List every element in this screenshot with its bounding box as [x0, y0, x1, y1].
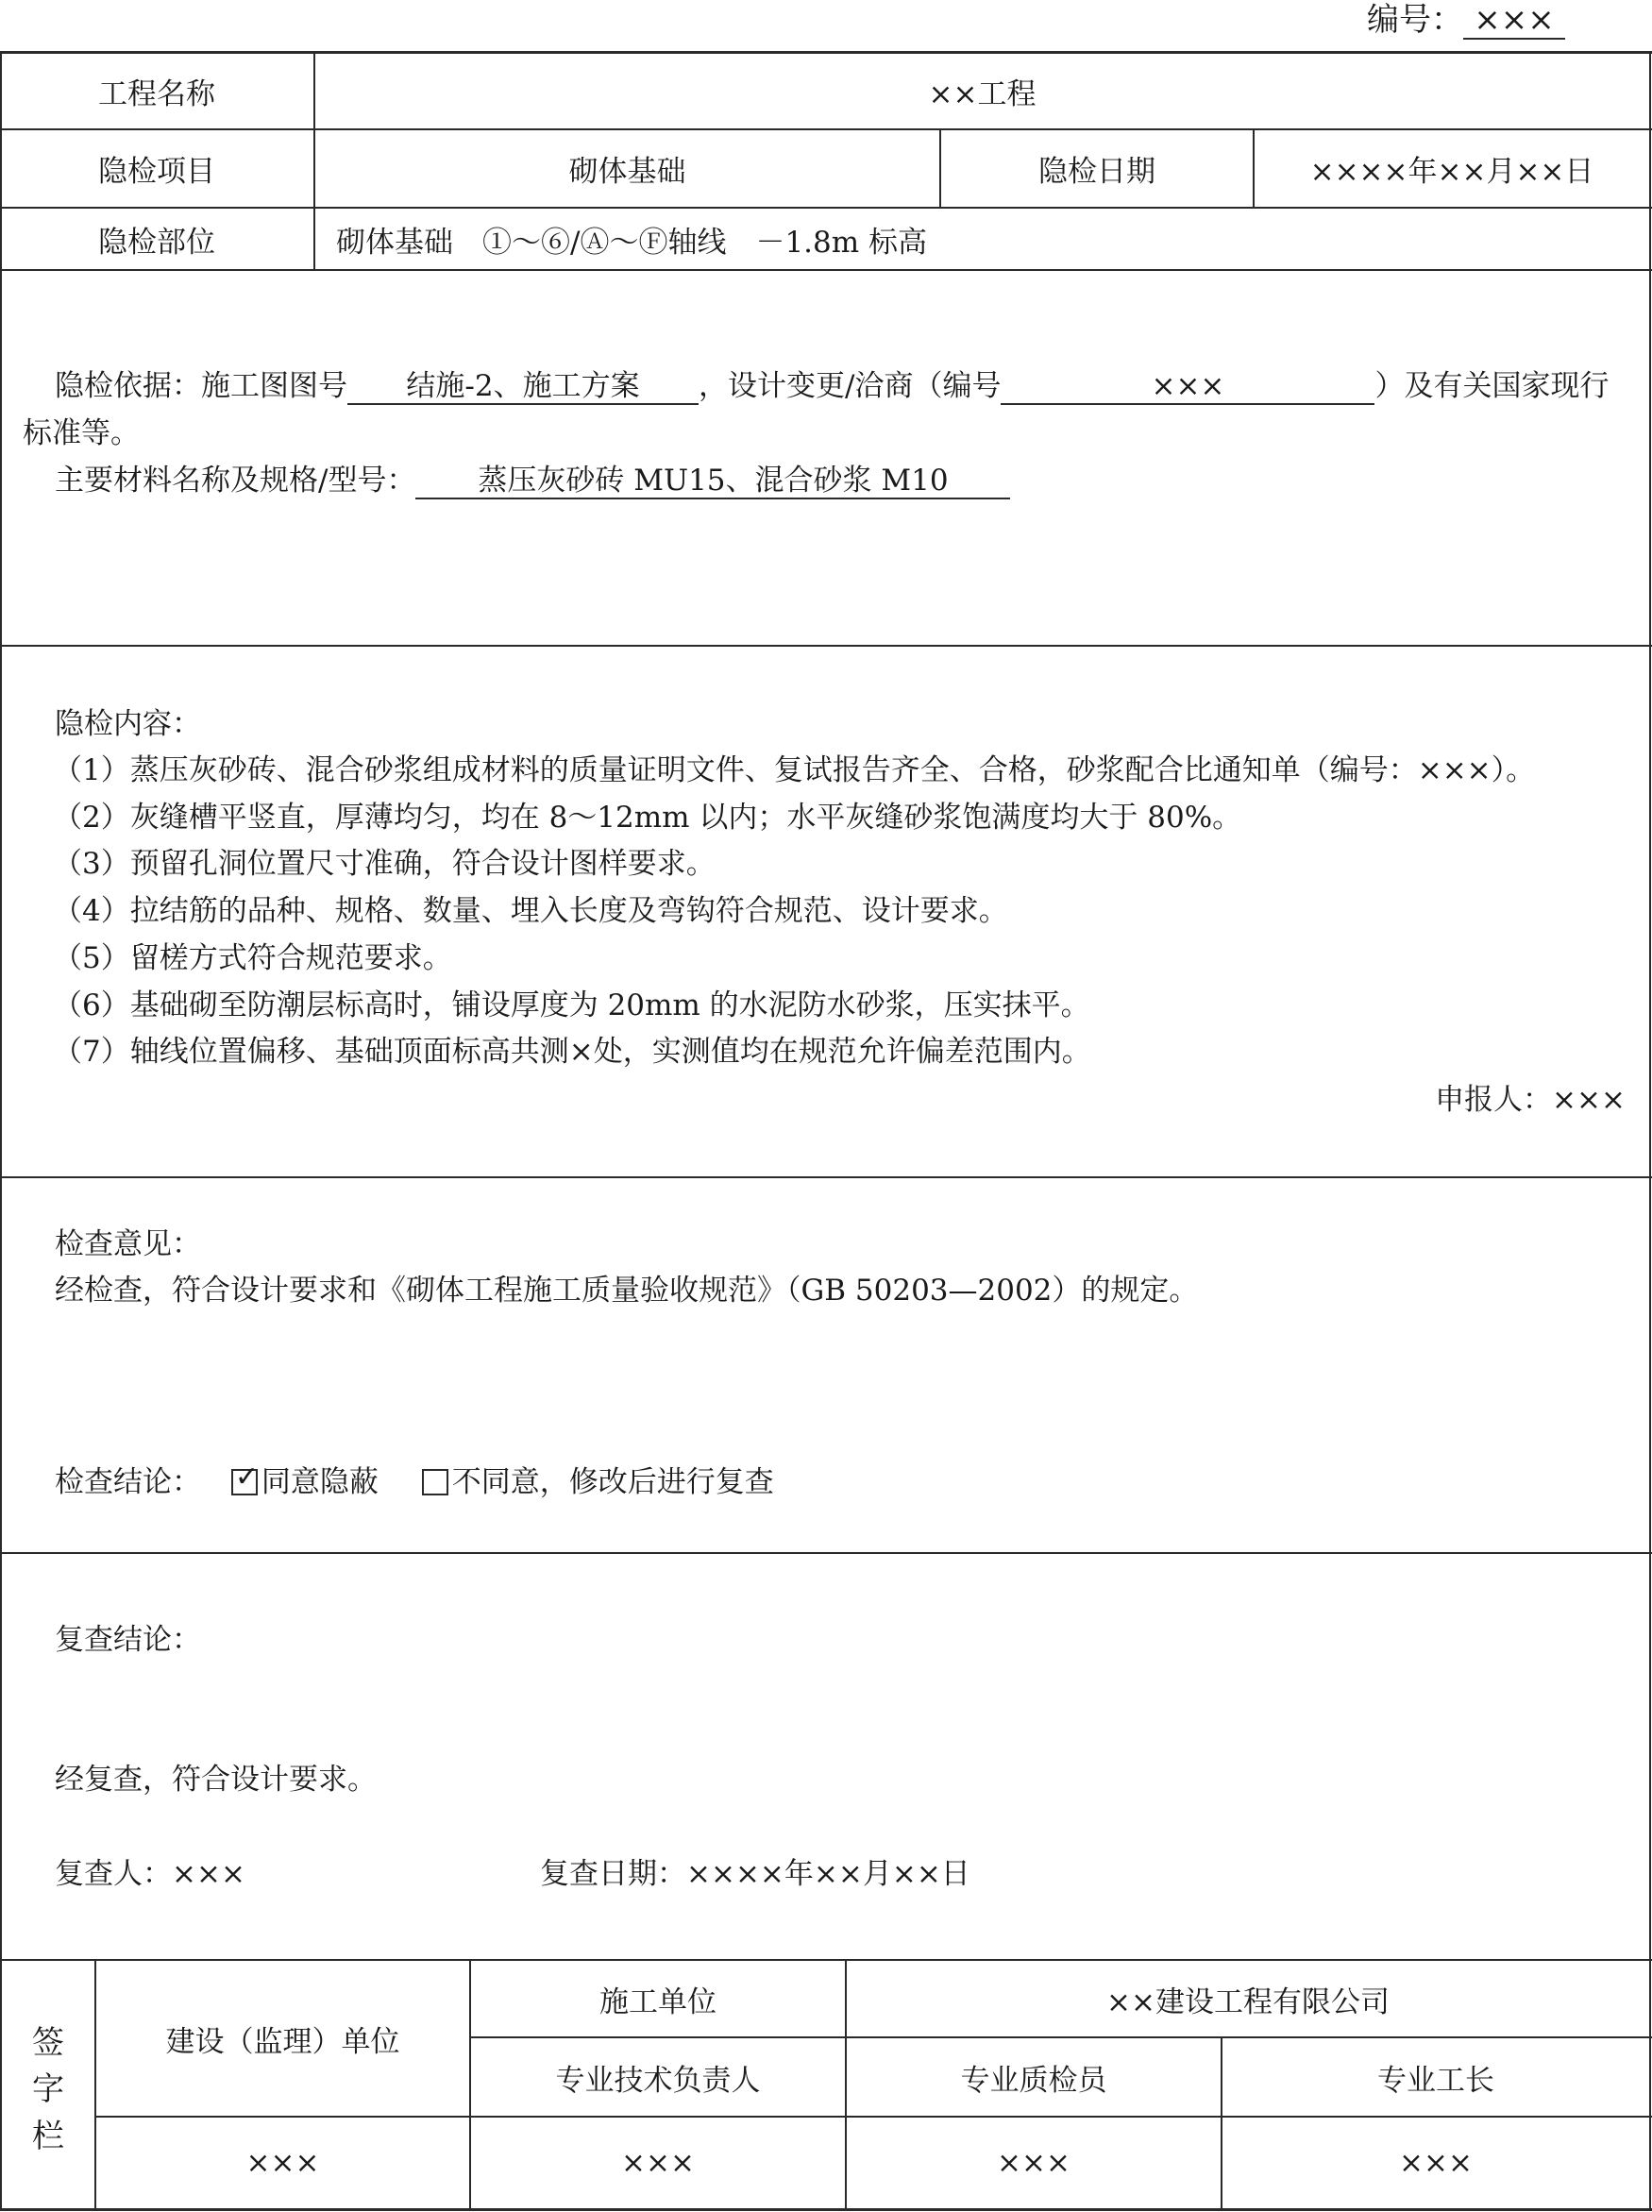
signature-char-1: 签: [32, 2024, 64, 2062]
foreman-signature: ×××: [1399, 2146, 1473, 2180]
material-line: [55, 466, 1010, 499]
basis-prefix: 隐检依据：施工图图号: [55, 369, 347, 403]
disagree-checkbox[interactable]: [422, 1469, 448, 1495]
content-item-5: （5）留槎方式符合规范要求。: [53, 941, 452, 975]
foreman-label: 专业工长: [1377, 2063, 1494, 2098]
signature-char-3: 栏: [32, 2117, 64, 2155]
location-value: 砌体基础 ①～⑥/Ⓐ～Ⓕ轴线 －1.8m 标高: [336, 225, 927, 260]
change-number: ×××: [1001, 372, 1374, 405]
content-item-3: （3）预留孔洞位置尺寸准确，符合设计图样要求。: [53, 847, 716, 881]
recheck-title: 复查结论：: [55, 1623, 201, 1657]
conclusion-label: 检查结论：: [55, 1465, 201, 1499]
content-item-7: （7）轴线位置偏移、基础顶面标高共测×处，实测值均在规范允许偏差范围内。: [53, 1035, 1091, 1069]
basis-line2: 标准等。: [23, 416, 140, 450]
item-value: 砌体基础: [568, 155, 686, 189]
date-label: 隐检日期: [1038, 155, 1155, 189]
content-item-4: （4）拉结筋的品种、规格、数量、埋入长度及弯钩符合规范、设计要求。: [53, 894, 1008, 928]
qc-inspector-label: 专业质检员: [960, 2063, 1107, 2098]
location-label: 隐检部位: [98, 225, 215, 260]
project-name-value: ××工程: [928, 76, 1037, 111]
material-value: 蒸压灰砂砖 MU15、混合砂浆 M10: [415, 466, 1010, 499]
check-mark-icon: ✓: [234, 1461, 259, 1494]
qc-signature: ×××: [997, 2146, 1070, 2180]
doc-number-value: ×××: [1463, 4, 1565, 40]
owner-label: 建设（监理）单位: [165, 2024, 400, 2059]
basis-line: [55, 369, 1610, 405]
inspection-conclusion: [55, 1461, 774, 1499]
date-value: ××××年××月××日: [1309, 155, 1594, 189]
item-label: 隐检项目: [98, 155, 215, 189]
inspection-text: 经检查，符合设计要求和《砌体工程施工质量验收规范》（GB 50203—2002）的规定。: [55, 1274, 1199, 1308]
content-title: 隐检内容：: [55, 707, 201, 741]
agree-checkbox[interactable]: [231, 1461, 259, 1495]
recheck-date: 复查日期：××××年××月××日: [540, 1857, 970, 1891]
content-item-1: （1）蒸压灰砂砖、混合砂浆组成材料的质量证明文件、复试报告齐全、合格，砂浆配合比通知单（编号：×××）。: [53, 753, 1536, 787]
recheck-text: 经复查，符合设计要求。: [55, 1763, 377, 1797]
basis-suffix: ）及有关国家现行: [1374, 369, 1610, 403]
doc-number-label: 编号：: [1367, 1, 1463, 39]
tech-lead-signature: ×××: [621, 2146, 695, 2180]
doc-number: [1367, 1, 1565, 40]
contractor-name: ××建设工程有限公司: [1106, 1984, 1390, 2019]
content-item-6: （6）基础砌至防潮层标高时，铺设厚度为 20mm 的水泥防水砂浆，压实抹平。: [53, 988, 1090, 1022]
project-name-label: 工程名称: [98, 76, 215, 111]
tech-lead-label: 专业技术负责人: [555, 2063, 761, 2098]
disagree-label: 不同意，修改后进行复查: [451, 1465, 774, 1499]
recheck-person: 复查人：×××: [55, 1857, 245, 1891]
signature-char-2: 字: [32, 2070, 64, 2109]
reporter: 申报人：×××: [1435, 1083, 1626, 1117]
contractor-label: 施工单位: [599, 1984, 716, 2019]
inspection-title: 检查意见：: [55, 1227, 201, 1261]
content-item-2: （2）灰缝槽平竖直，厚薄均匀，均在 8～12mm 以内；水平灰缝砂浆饱满度均大于 80%。: [53, 801, 1242, 835]
drawing-number: 结施-2、施工方案: [347, 372, 699, 405]
signature-column-label: [2, 2020, 94, 2160]
material-label: 主要材料名称及规格/型号：: [55, 464, 416, 498]
agree-label: 同意隐蔽: [261, 1465, 379, 1499]
owner-signature: ×××: [245, 2146, 320, 2180]
basis-mid: ，设计变更/洽商（编号: [699, 369, 1002, 403]
